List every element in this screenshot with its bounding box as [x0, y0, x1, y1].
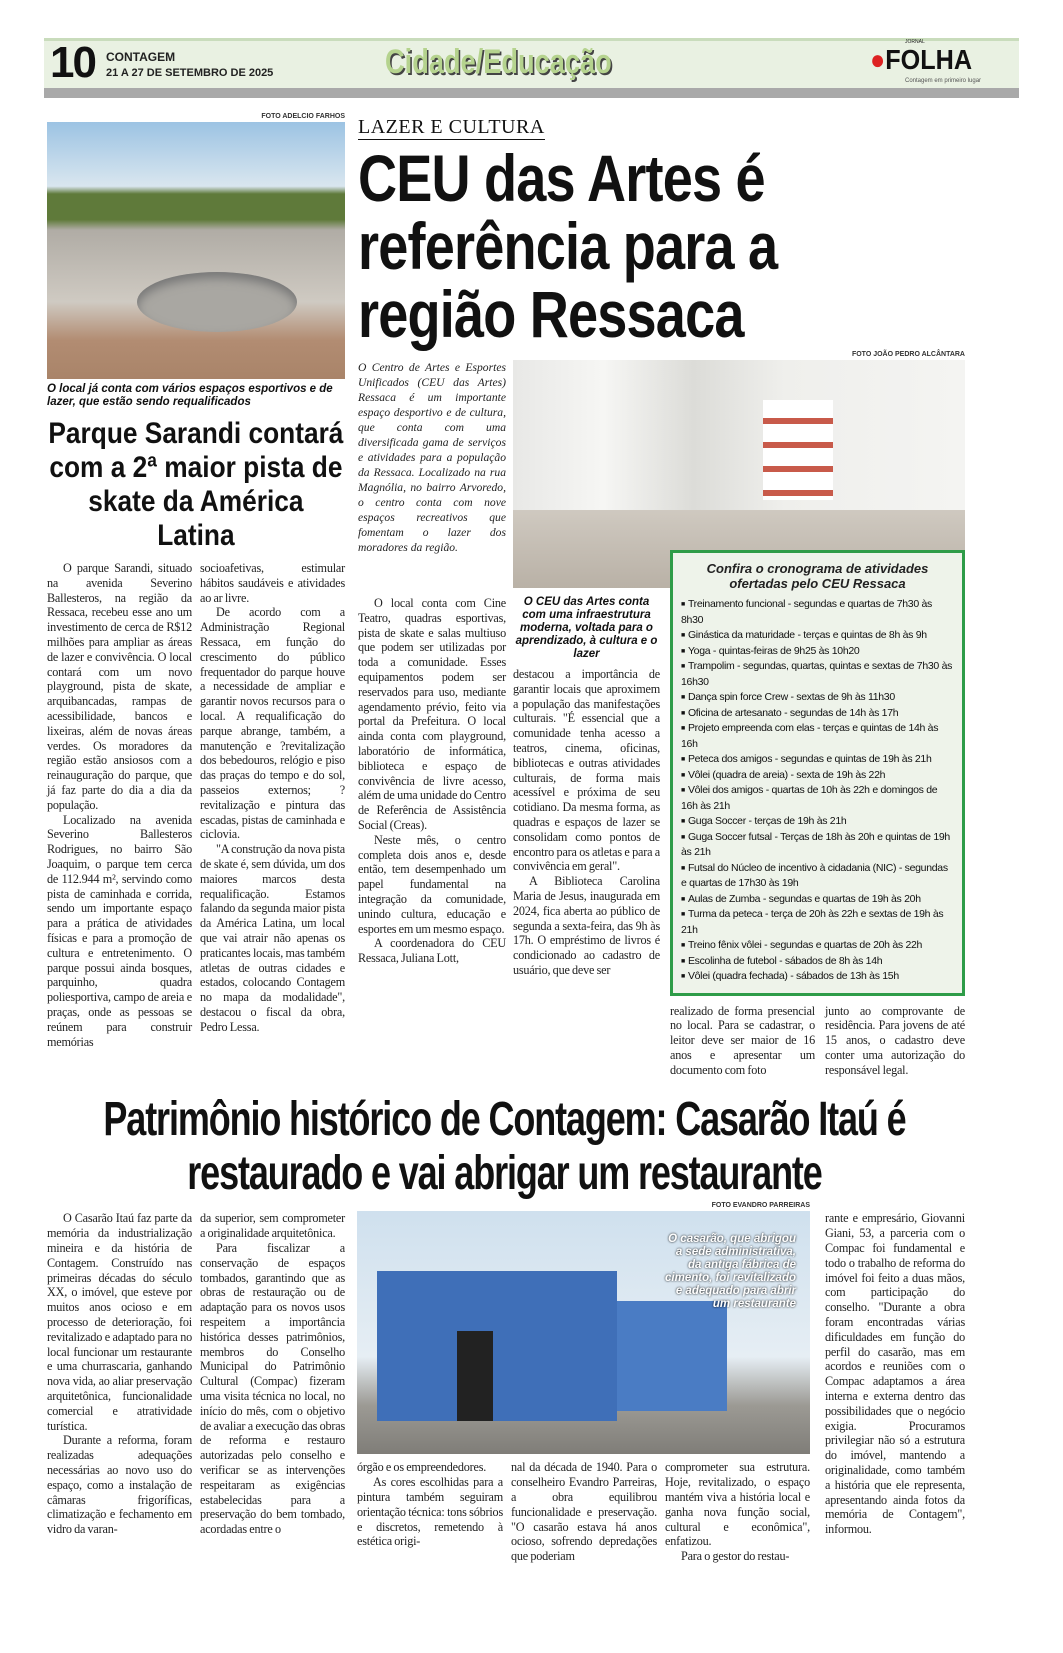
- photo-credit: FOTO ADELCIO FARHOS: [261, 113, 345, 120]
- skate-article: [47, 112, 345, 1049]
- paragraph: órgão e os empreendedores.: [357, 1460, 487, 1475]
- casarao-photo: [357, 1211, 810, 1454]
- schedule-item: ■ Guga Soccer - terças de 19h às 21h: [681, 814, 954, 830]
- casarao-photo-caption: O casarão, que abrigou a sede administrativa, da antiga fábrica de cimento, foi revitalizado e adequado para abrir um restaurante: [665, 1233, 796, 1311]
- ceu-headline: CEU das Artes é referência para a região Ressaca: [358, 141, 778, 351]
- schedule-item: ■ Vôlei (quadra fechada) - sábados de 13h às 15h: [681, 969, 954, 985]
- schedule-item: ■ Yoga - quintas-feiras de 9h25 às 10h20: [681, 644, 954, 660]
- photo-credit: FOTO JOÃO PEDRO ALCÂNTARA: [851, 351, 965, 358]
- skate-park-photo: [47, 122, 345, 379]
- paragraph: Localizado na avenida Severino Ballesteros Rodrigues, no bairro São Joaquim, o parque tem cerca de 112.944 m², servindo como pista de caminhada e corrida, sendo um importante espaço para a prática de atividades físicas e para a promoção de cultura e entretenimento. O parque possui ainda bosques, parquinho, quadra poliesportiva, campo de areia e praças, onde as pessoas se reúnem para construir memórias: [47, 812, 192, 1049]
- ceu-middle-column: [513, 596, 660, 978]
- photo-credit: FOTO EVANDRO PARREIRAS: [711, 1202, 810, 1210]
- paragraph: Durante a reforma, foram realizadas adequações necessárias ao novo uso do espaço, como a instalação de câmaras frigoríficas, climatização e fechamento em vidro da varan-: [47, 1433, 192, 1537]
- casarao-headline: Patrimônio histórico de Contagem: Casarão Itaú é restaurado e vai abrigar um restaurante: [103, 1093, 906, 1201]
- paragraph: De acordo com a Administração Regional Ressaca, em função do crescimento do público frequentador do parque houve a necessidade de ampliar e garantir novos recursos para o local. A requalificação do parque abrange, também, a manutenção e ?revitalização dos bebedouros, relógio e piso das praças do tempo e do sol, passeios externos; ?revitalização e pintura das escadas, pistas de caminhada e ciclovia.: [200, 605, 345, 842]
- skate-column-2: [200, 561, 345, 1035]
- paragraph: O Casarão Itaú faz parte da memória da industrialização mineira e da história de Contagem. Construído nas primeiras décadas do século XX, o imóvel, que esteve por muitos anos ocioso e em processo de deterioração, foi revitalizado e adaptado para no local funcionar um restaurante e uma churrascaria, ganhando nova vida, ao aliar preservação arquitetônica, funcionalidade comercial e atratividade turística.: [47, 1211, 192, 1433]
- schedule-item: ■ Ginástica da maturidade - terças e quintas de 8h às 9h: [681, 628, 954, 644]
- schedule-item: ■ Oficina de artesanato - segundas de 14h às 17h: [681, 706, 954, 722]
- schedule-item: ■ Treinamento funcional - segundas e quartas de 7h30 às 8h30: [681, 597, 954, 628]
- casarao-article: [47, 1202, 1063, 1564]
- schedule-item: ■ Escolinha de futebol - sábados de 8h às 14h: [681, 954, 954, 970]
- casarao-column-1: [47, 1211, 192, 1537]
- schedule-item: ■ Trampolim - segundas, quartas, quintas e sextas de 7h30 às 16h30: [681, 659, 954, 690]
- schedule-item: ■ Guga Soccer futsal - Terças de 18h às 20h e quintas de 19h às 21h: [681, 830, 954, 861]
- schedule-item: ■ Futsal do Núcleo de incentivo à cidadania (NIC) - segundas e quartas de 17h30 às 19h: [681, 861, 954, 892]
- paragraph: rante e empresário, Giovanni Giani, 53, a parceria com o Compac foi fundamental e todo o trabalho de reforma do imóvel foi feito a duas mãos, com participação do conselho. "Durante a obra foram encontradas várias dificuldades em função do perfil do casarão, mas em acordos e reuniões com o Compac adaptamos a área interna e externa dentro das possibilidades que o negócio exigia. Procuramos privilegiar não só a estrutura do imóvel, mantendo a originalidade, como também a história que ele representa, apresentando ainda fotos da memória de Contagem", informou.: [825, 1211, 965, 1537]
- slogan: Contagem em primeiro lugar: [905, 78, 982, 84]
- paragraph: Neste mês, o centro completa dois anos e, desde então, tem desempenhado um papel fundamental na integração da comunidade, unindo cultura, educação e esportes em um mesmo espaço.: [358, 832, 506, 936]
- ceu-column-4: [825, 1004, 965, 1078]
- casarao-column-5: [665, 1460, 810, 1564]
- casarao-middle: [357, 1201, 810, 1564]
- schedule-box: [670, 550, 965, 996]
- skate-headline: Parque Sarandi contará com a 2ª maior pista de skate da América Latina: [48, 417, 344, 552]
- paragraph: da superior, sem comprometer a originalidade arquitetônica.: [200, 1211, 345, 1241]
- door-shape: [457, 1331, 493, 1421]
- casarao-headline-wrap: [47, 1093, 965, 1201]
- skate-column-1: [47, 561, 192, 1049]
- building-shape: [377, 1271, 617, 1421]
- logo-small-text: JORNAL: [905, 39, 925, 45]
- paragraph: Para o gestor do restau-: [681, 1549, 790, 1564]
- ceu-column-2: [513, 667, 660, 978]
- schedule-item: ■ Peteca dos amigos - segundas e quintas de 19h às 21h: [681, 752, 954, 768]
- schedule-item: ■ Dança spin force Crew - sextas de 9h às 11h30: [681, 690, 954, 706]
- casarao-column-4: [511, 1460, 657, 1564]
- schedule-item: ■ Vôlei dos amigos - quartas de 10h às 22h e domingos de 16h às 21h: [681, 783, 954, 814]
- ceu-right-column: [670, 561, 965, 1077]
- skate-bowl-shape: [137, 272, 297, 332]
- ceu-column-3: [670, 1004, 815, 1078]
- paragraph: A Biblioteca Carolina Maria de Jesus, inaugurada em 2024, fica aberta ao público de segunda a sexta-feira, das 9h às 17h. O empréstimo de livros é condicionado ao cadastro de usuário, que deve ser: [513, 874, 660, 977]
- casarao-column-2: [200, 1211, 345, 1537]
- casarao-column-3: [357, 1460, 503, 1549]
- paragraph: destacou a importância de garantir locais que aproximem a população das manifestações culturais. "É essencial que a comunidade tenha acesso a teatros, cinema, oficinas, bibliotecas e outras atividades culturais, de forma mais acessível e próxima de seu cotidiano. Da mesma forma, as quadras e espaços de lazer se consolidam como pontos de encontro para os atletas e para a convivência em geral".: [513, 667, 660, 874]
- paragraph: O parque Sarandi, situado na avenida Severino Ballesteros, na região da Ressaca, recebeu esse ano um investimento de cerca de R$12 milhões para ampliar as áreas de lazer e convivência. O local contará com um novo playground, pista de skate, arquibancadas, rampas de acessibilidade, bancos e lixeiras, além de novas áreas verdes. Os moradores da região estão ansiosos com a reinauguração do parque, que já faz parte do dia a dia da população.: [47, 561, 192, 812]
- paragraph: A coordenadora do CEU Ressaca, Juliana Lott,: [358, 936, 506, 966]
- schedule-item: ■ Aulas de Zumba - segundas e quartas de 19h às 20h: [681, 892, 954, 908]
- edition-date: 21 A 27 DE SETEMBRO DE 2025: [106, 67, 274, 79]
- paragraph: Para fiscalizar a conservação de espaços tombados, garantindo que as obras de restauração ou de adaptação para os novos usos respeitem a importância histórica desses patrimônios, membros do Conselho Municipal do Patrimônio Cultural (Compac) fizeram uma visita técnica no local, no início do mês, com o objetivo de avaliar a execução das obras de reforma e restauro autorizadas pelo conselho e verificar se as intervenções respeitaram as exigências estabelecidas para a preservação do bem tombado, acordadas entre o: [200, 1241, 345, 1537]
- paragraph: junto ao comprovante de residência. Para jovens de até 15 anos, o cadastro deve conter uma autorização do responsável legal.: [825, 1003, 965, 1077]
- schedule-list: [681, 597, 954, 985]
- paragraph: As cores escolhidas para a pintura também seguiram orientação técnica: tons sóbrios e discretos, remetendo à estética origi-: [357, 1475, 503, 1549]
- section-title: Cidade/Educação: [385, 43, 612, 81]
- paragraph: O local conta com Cine Teatro, quadras esportivas, pista de skate e salas multiuso que podem ser utilizadas por toda a comunidade. Esses equipamentos podem ser reservados para uso, mediante agendamento prévio, feito via portal da Prefeitura. O local ainda conta com playground, laboratório de informática, biblioteca e espaço de convivência de livre acesso, além de uma unidade do Centro de Referência de Assistência Social (Creas).: [358, 596, 506, 832]
- ceu-column-1: [358, 596, 506, 966]
- schedule-item: ■ Vôlei (quadra de areia) - sexta de 19h às 22h: [681, 768, 954, 784]
- skate-photo-caption: O local já conta com vários espaços esportivos e de lazer, que estão sendo requalificados: [47, 383, 333, 408]
- ceu-article: [358, 112, 965, 1077]
- paragraph: comprometer sua estrutura. Hoje, revitalizado, o espaço mantém viva a história local e ganha nova função social, cultural e econômica", enfatizou.: [665, 1460, 810, 1549]
- ceu-photo-caption: O CEU das Artes conta com uma infraestrutura moderna, voltada para o aprendizado, à cultura e o lazer: [515, 596, 658, 660]
- city-label: CONTAGEM: [106, 50, 176, 64]
- page-number: 10: [50, 38, 95, 87]
- building-wing-shape: [617, 1301, 727, 1411]
- bookshelf-shape: [763, 400, 833, 500]
- schedule-title: Confira o cronograma de atividades ofertadas pelo CEU Ressaca: [706, 561, 929, 591]
- paragraph: realizado de forma presencial no local. Para se cadastrar, o leitor deve ser maior de 16 anos e apresentar um documento com foto: [670, 1003, 815, 1077]
- ceu-intro: O Centro de Artes e Esportes Unificados (CEU das Artes) Ressaca é um importante espaço desportivo e de cultura, que conta com uma diversificada gama de serviços e atividades para a população da Ressaca. Localizado na rua Magnólia, no bairro Arvoredo, o centro conta com nove espaços recreativos que fomentam o lazer dos moradores da região.: [358, 361, 506, 554]
- ceu-kicker: LAZER E CULTURA: [358, 116, 545, 138]
- paragraph: socioafetivas, estimular hábitos saudáveis e atividades ao ar livre.: [200, 561, 345, 605]
- paragraph: nal da década de 1940. Para o conselheiro Evandro Parreiras, a obra equilibrou funcionalidade e preservação. "O casarão estava há anos ocioso, sofrendo depredações que poderiam: [511, 1460, 657, 1564]
- schedule-item: ■ Projeto empreenda com elas - terças e quintas de 14h às 16h: [681, 721, 954, 752]
- newspaper-logo: ●FOLHA: [870, 44, 973, 75]
- schedule-item: ■ Treino fênix vôlei - segundas e quartas de 20h às 22h: [681, 938, 954, 954]
- schedule-item: ■ Turma da peteca - terça de 20h às 22h e sextas de 19h às 21h: [681, 907, 954, 938]
- paragraph: "A construção da nova pista de skate é, sem dúvida, um dos maiores marcos desta requalificação. Estamos falando da segunda maior pista da América Latina, um local que vai atrair não apenas os praticantes locais, mas também atletas de outras cidades e estados, colocando Contagem no mapa da modalidade", destacou o fiscal da obra, Pedro Lessa.: [200, 842, 345, 1034]
- top-section: [47, 112, 1063, 1077]
- casarao-column-6: [825, 1211, 965, 1537]
